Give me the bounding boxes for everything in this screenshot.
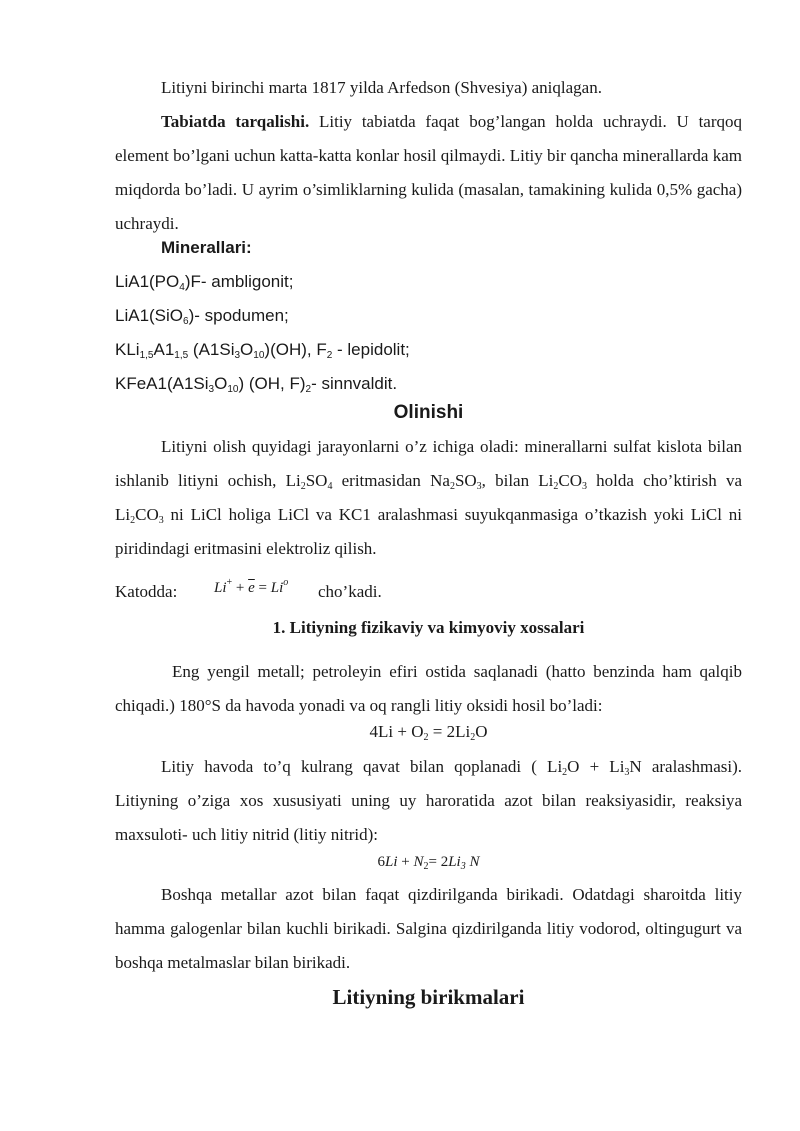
m3-d: O (240, 340, 254, 359)
eq1-b: = 2Li (428, 722, 471, 741)
m1-sub: 4 (179, 282, 185, 293)
ol-t7: holda cho’ktirish va Li (115, 471, 742, 524)
p2-b: O + Li (567, 757, 625, 776)
m4-d: - sinnvaldit. (311, 374, 398, 393)
ol-s7: 2 (130, 515, 136, 526)
eq2-n2: N (465, 854, 480, 870)
m3-sub1: 1,5 (139, 350, 154, 361)
section1-paragraph3: Boshqa metallar azot bilan faqat qizdirilganda birikadi. Odatdagi sharoitda litiy hamma galogenlar bilan kuchli birikadi. Salgina qizdirilganda litiy vodorod, oltingugurt va boshqa metalmaslar bilan birikadi. (115, 885, 742, 972)
mineral-sinnvaldit (115, 372, 397, 396)
equation-li3n (115, 850, 742, 874)
katod-equation (214, 576, 288, 600)
katod-electron: $\overline{e}$ (248, 580, 255, 596)
m3-f: - lepidolit; (332, 340, 410, 359)
katod-plus-sup: + (226, 577, 233, 588)
m3-sub2: 1,5 (174, 350, 189, 361)
m4-sub1: 3 (208, 384, 215, 395)
m2-sub: 6 (183, 316, 189, 327)
eq1-s2: 2 (470, 732, 476, 743)
m3-sub3: 3 (234, 350, 241, 361)
section2-heading: Litiyning birikmalari (332, 985, 525, 1009)
katod-tail: cho’kadi. (318, 582, 382, 601)
ol-s1: 2 (300, 481, 306, 492)
intro-paragraph (115, 71, 742, 105)
p2-a: Litiy havoda to’q kulrang qavat bilan qoplanadi ( Li (161, 757, 563, 776)
m4-a: KFeA1(A1Si (115, 374, 209, 393)
katod-li: Li (214, 580, 227, 596)
katod-o-sup: o (283, 577, 289, 588)
tabiat-heading: Tabiatda tarqalishi. (161, 112, 310, 131)
m3-b: A1 (153, 340, 175, 359)
ol-t5: , bilan Li (481, 471, 554, 490)
m4-c: ) (OH, F) (238, 374, 306, 393)
m2-b: )- spodumen; (188, 306, 289, 325)
olinishi-heading: Olinishi (393, 402, 464, 423)
equation-li2o (115, 720, 742, 744)
ol-t9: ni LiCl holiga LiCl va KC1 aralashmasi suyukqanmasiga o’tkazish yoki LiCl ni piridindagi eritmasini elektroliz qilish. (115, 505, 742, 558)
minerals-heading: Minerallari: (161, 238, 252, 257)
eq2-eq: = 2 (428, 854, 449, 870)
ol-s3: 2 (449, 481, 455, 492)
section1-paragraph1: Eng yengil metall; petroleyin efiri ostida saqlanadi (hatto benzinda ham qalqib chiqadi.) 180°S da havoda yonadi va oq rangli litiy oksidi hosil bo’ladi: (115, 662, 742, 715)
tabiat-paragraph (115, 105, 742, 241)
p2-c: N aralashmasi). Litiyning o’ziga xos xususiyati uning uy haroratida azot bilan reaksiyasidir, reaksiya maxsuloti- uch litiy nitrid (litiy nitrid): (115, 757, 742, 844)
ol-t8: CO (135, 505, 159, 524)
eq2-s2: 3 (460, 861, 466, 872)
eq2-li2: Li (448, 854, 461, 870)
m1-b: )F- ambligonit; (184, 272, 294, 291)
m4-sub3: 2 (305, 384, 312, 395)
m1-a: LiA1(PO (115, 272, 180, 291)
katod-eq: = (254, 580, 271, 596)
m4-b: O (214, 374, 228, 393)
p2-s1: 2 (562, 767, 568, 778)
m3-e: )(OH), F (264, 340, 327, 359)
section1-heading: 1. Litiyning fizikaviy va kimyoviy xossalari (272, 618, 585, 637)
eq1-s1: 2 (423, 732, 429, 743)
ol-t1: Litiyni olish quyidagi jarayonlarni o’z ichiga oladi: minerallarni sulfat kislota bilan ishlanib litiyni ochish, Li (115, 437, 742, 490)
m2-a: LiA1(SiO (115, 306, 184, 325)
ol-t4: SO (454, 471, 477, 490)
section1-paragraph2 (115, 750, 742, 852)
intro-text: Litiyni birinchi marta 1817 yilda Arfedson (Shvesiya) aniqlagan. (161, 78, 602, 97)
eq1-a: 4Li + O (369, 722, 424, 741)
katod-plus: + (232, 580, 249, 596)
katod-label: Katodda: (115, 582, 178, 601)
m3-c: (A1Si (188, 340, 235, 359)
eq2-plus: + (397, 854, 414, 870)
m4-sub2: 10 (227, 384, 239, 395)
ol-t6: CO (558, 471, 582, 490)
eq2-n: N (413, 854, 424, 870)
ol-s4: 3 (476, 481, 482, 492)
ol-t3: eritmasidan Na (332, 471, 450, 490)
katod-li2: Li (270, 580, 284, 596)
m3-sub5: 2 (326, 350, 333, 361)
tabiat-text: Litiy tabiatda faqat bog’langan holda uchraydi. U tarqoq element bo’lgani uchun katta-katta konlar hosil qilmaydi. Litiy bir qancha minerallarda kam miqdorda bo’ladi. U ayrim o’simliklarning kulida (masalan, tamakining kulida 0,5% gacha) uchraydi. (115, 112, 743, 233)
ol-s6: 3 (582, 481, 587, 492)
ol-t2: SO (305, 471, 328, 490)
mineral-lepidolit (115, 338, 410, 362)
eq2-a: 6 (377, 854, 385, 870)
eq2-li: Li (385, 854, 398, 870)
m3-a: KLi (115, 340, 140, 359)
eq1-c: O (475, 722, 488, 741)
olinishi-paragraph (115, 430, 742, 566)
ol-s2: 4 (327, 481, 333, 492)
p2-s2: 3 (624, 767, 630, 778)
m3-sub4: 10 (253, 350, 265, 361)
mineral-ambligonit (115, 270, 293, 294)
ol-s5: 2 (553, 481, 559, 492)
ol-s8: 3 (158, 515, 164, 526)
eq2-s1: 2 (423, 861, 429, 872)
mineral-spodumen (115, 304, 289, 328)
